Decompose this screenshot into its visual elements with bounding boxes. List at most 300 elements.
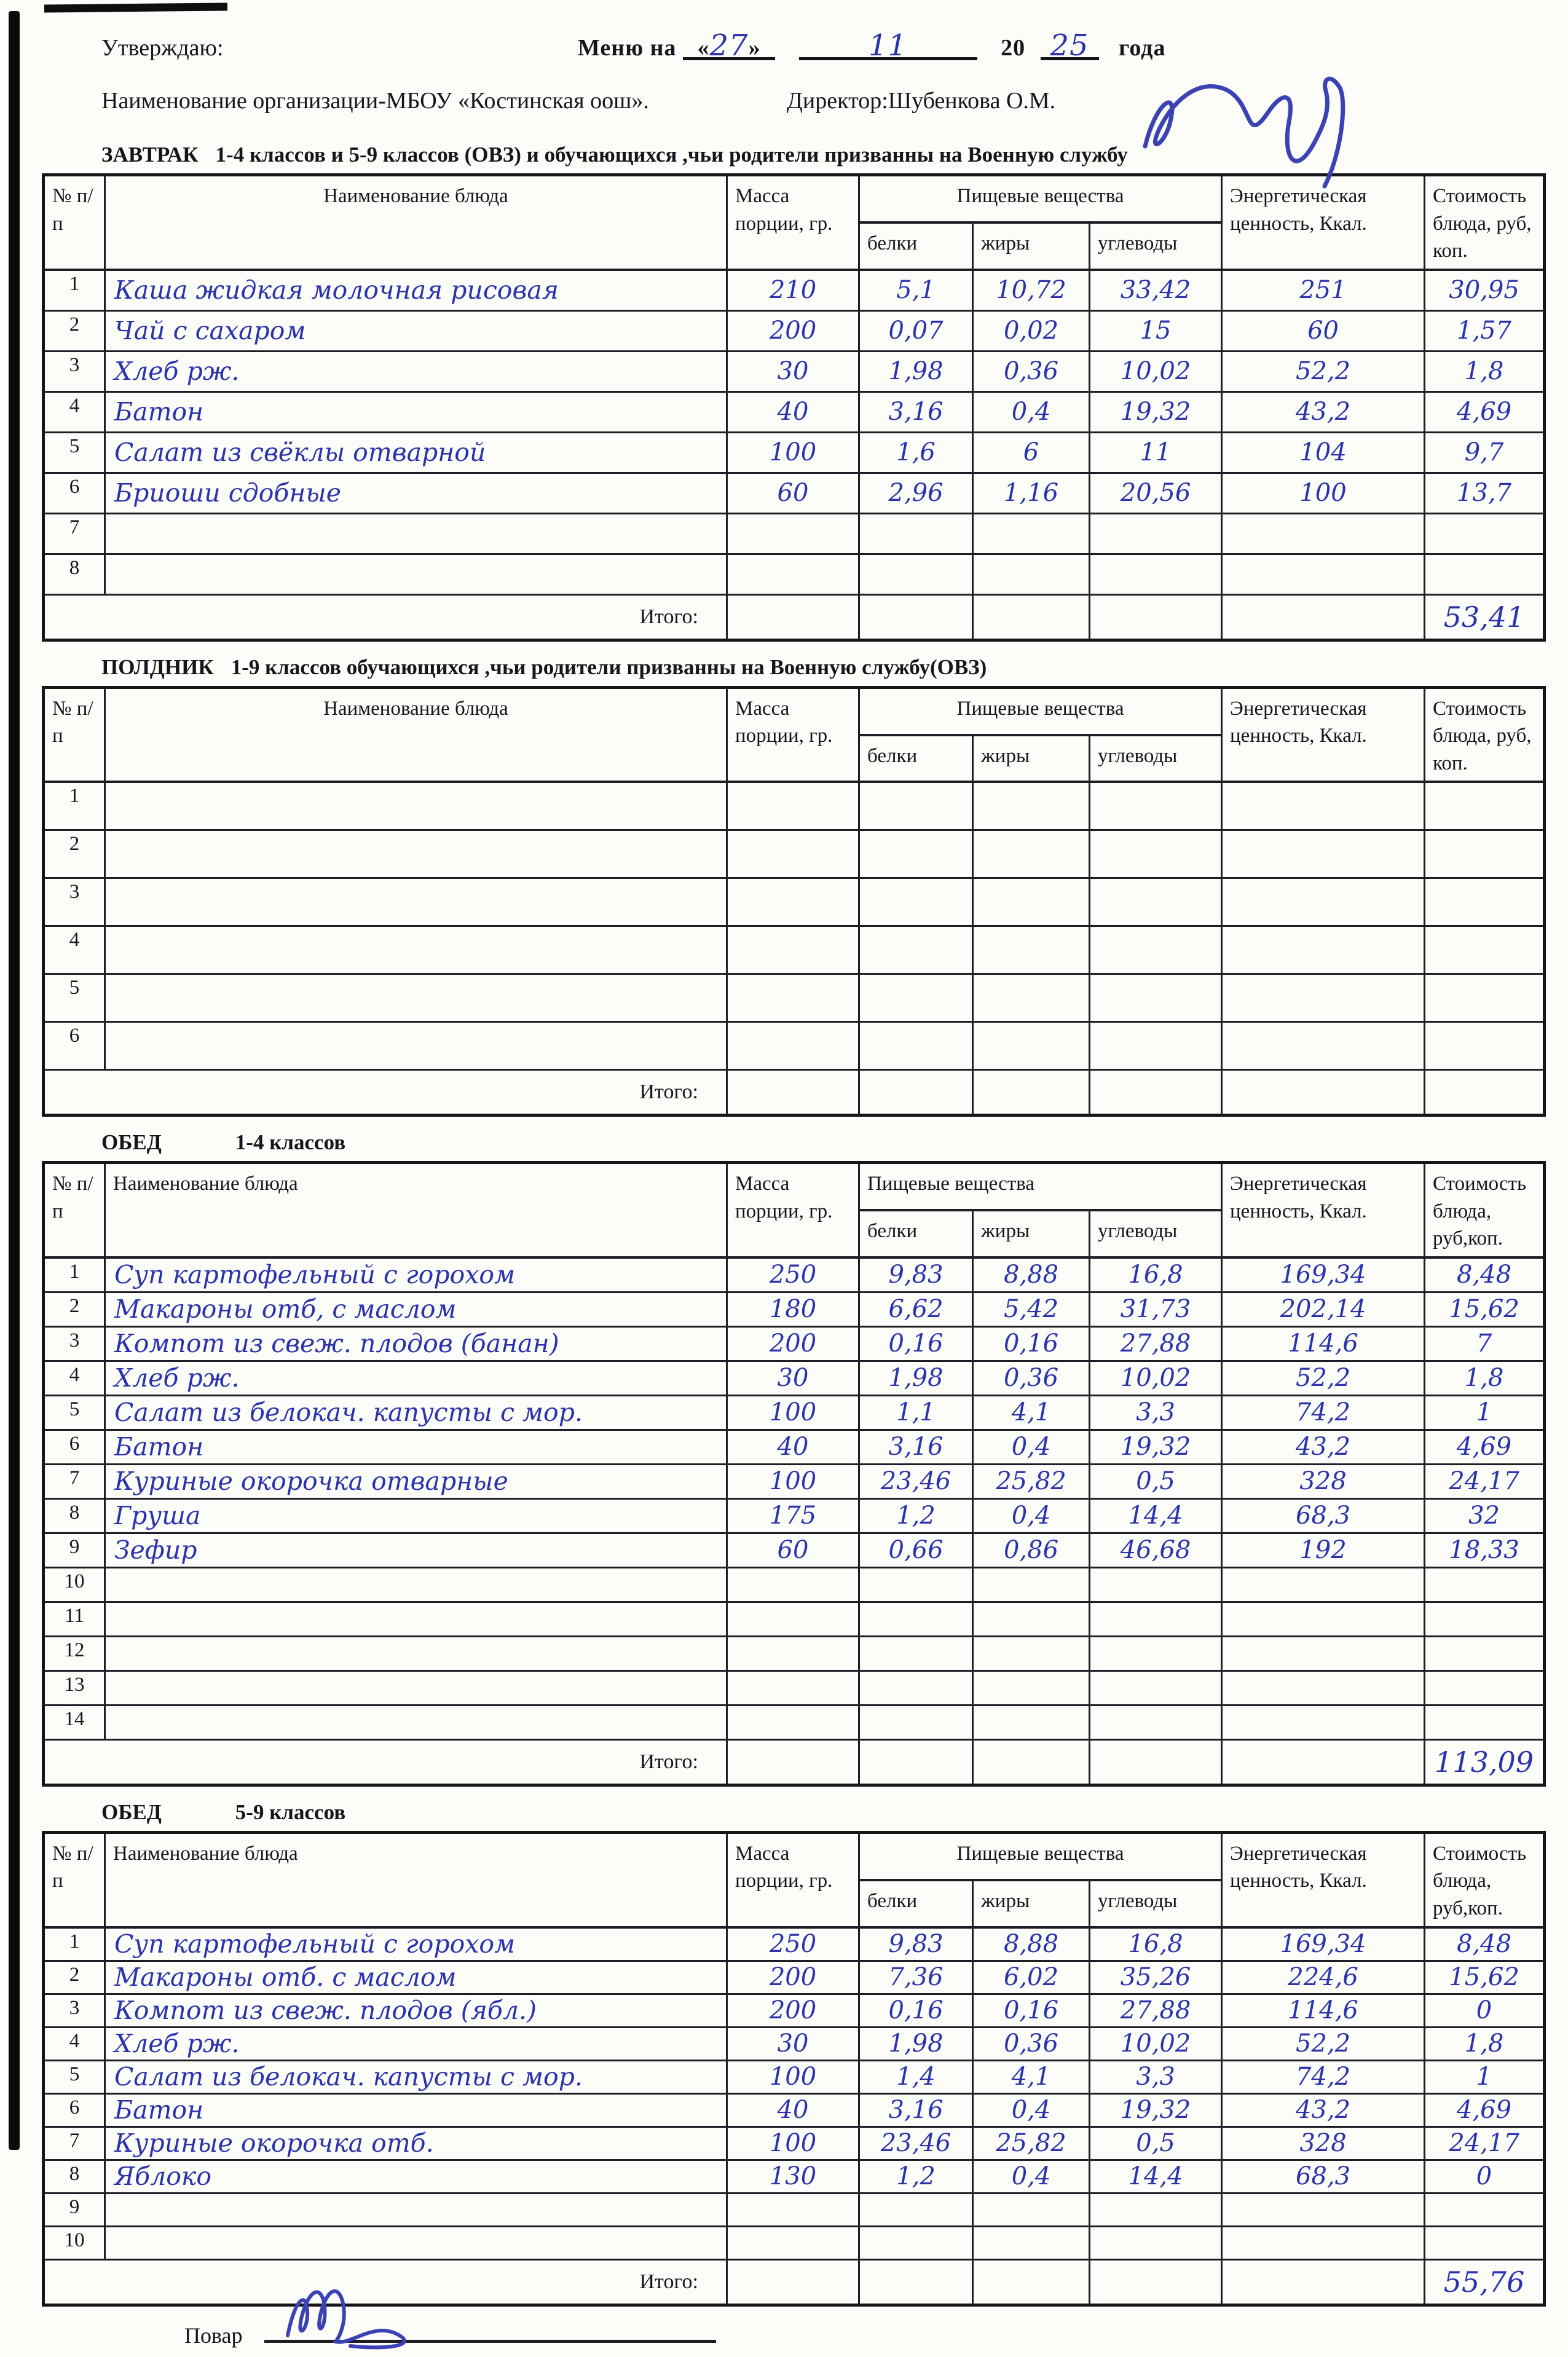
cell-mass: 200 [727,1994,859,2027]
col-header-cost: Стоимость блюда, руб, коп. [1425,687,1545,782]
menu-table-obed-1-4 [42,1161,1546,1787]
cell-fat [973,513,1090,554]
cell-mass: 40 [727,2093,859,2127]
cell-num: 12 [44,1636,105,1670]
section-rest: 1-4 классов и 5-9 классов (ОВЗ) и обучающихся ,чьи родители призванны на Военную службу [215,143,1128,167]
cell-carbs [1090,2226,1222,2259]
cell-mass [727,1602,859,1636]
cell-dish: Батон [105,1430,727,1464]
cell-fat: 1,16 [973,473,1090,513]
cell-protein: 23,46 [859,1464,973,1498]
cell-cost [1425,1670,1545,1705]
table-row [44,432,1545,473]
cell-num: 6 [44,1022,105,1070]
cell-fat: 25,82 [973,1464,1090,1498]
cell-num: 2 [44,1961,105,1994]
menu-title-suffix: года [1119,35,1166,61]
cell-mass [727,1022,859,1070]
cell-carbs: 14,4 [1090,2160,1222,2193]
total-empty-cell [1222,1070,1425,1116]
cell-dish [105,513,727,554]
cell-fat: 0,4 [973,2093,1090,2127]
cell-cost: 4,69 [1425,2093,1545,2127]
cell-protein [859,782,973,830]
cell-energy: 202,14 [1222,1292,1425,1326]
cell-mass: 30 [727,2027,859,2060]
total-empty-cell [859,1739,973,1785]
cell-dish [105,878,727,926]
table-row [44,1326,1545,1361]
director-name: Директор:Шубенкова О.М. [787,88,1056,114]
col-header-protein: белки [859,735,973,782]
table-row [44,926,1545,974]
cell-carbs: 19,32 [1090,1430,1222,1464]
cell-num: 2 [44,1292,105,1326]
cell-protein: 2,96 [859,473,973,513]
col-header-num: № п/п [44,1832,105,1927]
cell-energy: 328 [1222,2127,1425,2160]
cell-dish: Чай с сахаром [105,310,727,351]
cell-carbs [1090,513,1222,554]
total-cost-value: 55,76 [1425,2259,1545,2305]
cell-dish: Куриные окорочка отб. [105,2127,727,2160]
cell-dish [105,2226,727,2259]
cell-protein: 23,46 [859,2127,973,2160]
cell-num: 8 [44,2160,105,2193]
cell-energy [1222,782,1425,830]
cell-energy: 52,2 [1222,351,1425,392]
cell-fat: 0,4 [973,1430,1090,1464]
cell-cost: 1 [1425,2060,1545,2093]
cell-dish [105,974,727,1022]
total-row [44,594,1545,640]
cell-mass [727,1636,859,1670]
table-row [44,2093,1545,2127]
cell-energy [1222,1602,1425,1636]
cell-carbs: 10,02 [1090,351,1222,392]
cell-energy: 192 [1222,1533,1425,1567]
cell-fat: 6,02 [973,1961,1090,1994]
cell-cost [1425,1705,1545,1739]
table-row [44,1670,1545,1705]
total-label: Итого: [44,2259,727,2305]
cell-num: 4 [44,2027,105,2060]
cell-mass: 100 [727,2060,859,2093]
cell-energy: 74,2 [1222,1395,1425,1430]
table-row [44,1994,1545,2027]
cell-fat: 0,86 [973,1533,1090,1567]
cell-num: 3 [44,351,105,392]
cell-fat [973,782,1090,830]
cell-carbs [1090,926,1222,974]
cell-carbs: 20,56 [1090,473,1222,513]
table-row [44,2127,1545,2160]
cell-dish [105,1636,727,1670]
cell-mass [727,878,859,926]
open-quote: « [697,35,710,61]
cell-fat: 25,82 [973,2127,1090,2160]
cell-protein: 1,1 [859,1395,973,1430]
total-empty-cell [973,2259,1090,2305]
cell-fat [973,1022,1090,1070]
total-label: Итого: [44,594,727,640]
cell-energy [1222,926,1425,974]
cook-label: Повар [184,2323,243,2348]
cell-energy [1222,1705,1425,1739]
cell-protein: 6,62 [859,1292,973,1326]
total-empty-cell [859,1070,973,1116]
table-row [44,270,1545,311]
cell-fat: 8,88 [973,1927,1090,1961]
cell-mass: 200 [727,1326,859,1361]
total-row [44,1070,1545,1116]
cell-num: 8 [44,1498,105,1533]
cell-fat: 0,36 [973,1361,1090,1395]
cell-mass: 200 [727,1961,859,1994]
total-empty-cell [1222,1739,1425,1785]
cell-fat [973,1636,1090,1670]
cell-fat: 0,4 [973,392,1090,432]
menu-month-blank [799,28,977,63]
col-header-nutrients: Пищевые вещества [859,175,1222,222]
cell-mass: 30 [727,1361,859,1395]
cell-protein [859,1022,973,1070]
cell-protein [859,1670,973,1705]
cell-dish: Груша [105,1498,727,1533]
cell-mass [727,782,859,830]
section-word: ОБЕД [101,1130,162,1155]
cell-num: 5 [44,1395,105,1430]
total-empty-cell [727,594,859,640]
total-empty-cell [727,1070,859,1116]
table-row [44,974,1545,1022]
cell-mass: 100 [727,1395,859,1430]
cell-dish [105,830,727,878]
cell-protein [859,513,973,554]
cell-fat [973,830,1090,878]
menu-table-obed-5-9 [42,1831,1546,2307]
table-row [44,782,1545,830]
section-rest: 1-4 классов [235,1130,346,1155]
col-header-mass: Масса порции, гр. [727,1163,859,1257]
cell-dish [105,1602,727,1636]
cell-protein: 1,2 [859,1498,973,1533]
cell-energy: 74,2 [1222,2060,1425,2093]
cell-cost [1425,974,1545,1022]
table-row [44,1257,1545,1293]
cell-carbs [1090,1567,1222,1602]
table-row [44,1636,1545,1670]
cell-carbs: 3,3 [1090,1395,1222,1430]
cell-protein: 0,66 [859,1533,973,1567]
cell-carbs [1090,830,1222,878]
cell-dish: Батон [105,392,727,432]
col-header-nutrients: Пищевые вещества [859,1832,1222,1879]
cell-cost [1425,2226,1545,2259]
cell-dish: Каша жидкая молочная рисовая [105,270,727,311]
table-row [44,473,1545,513]
menu-month-handwritten: 11 [869,28,908,63]
table-row [44,1533,1545,1567]
menu-day-blank [683,28,775,63]
cell-num: 9 [44,2193,105,2226]
cell-num: 2 [44,830,105,878]
cook-signature [277,2277,479,2357]
cell-protein: 3,16 [859,2093,973,2127]
section-word: ОБЕД [101,1800,162,1824]
col-header-energy: Энергетическая ценность, Ккал. [1222,1832,1425,1927]
cell-carbs: 16,8 [1090,1927,1222,1961]
cell-cost [1425,554,1545,594]
col-header-dish: Наименование блюда [105,687,727,782]
table-row [44,554,1545,594]
cell-cost: 1,8 [1425,1361,1545,1395]
cell-dish [105,1567,727,1602]
cell-num: 1 [44,1257,105,1293]
cell-num: 7 [44,1464,105,1498]
cell-num: 1 [44,1927,105,1961]
col-header-protein: белки [859,1880,973,1927]
cell-carbs: 15 [1090,310,1222,351]
cell-protein: 1,2 [859,2160,973,2193]
cell-energy [1222,830,1425,878]
cell-fat: 8,88 [973,1257,1090,1293]
table-row [44,830,1545,878]
table-row [44,1395,1545,1430]
cell-cost: 7 [1425,1326,1545,1361]
cell-mass: 100 [727,432,859,473]
cell-protein: 9,83 [859,1927,973,1961]
cell-protein: 0,07 [859,310,973,351]
col-header-energy: Энергетическая ценность, Ккал. [1222,175,1425,270]
cook-line [184,2319,1568,2348]
cell-cost: 30,95 [1425,270,1545,311]
cell-mass [727,513,859,554]
cell-fat [973,1705,1090,1739]
cell-cost: 4,69 [1425,392,1545,432]
cell-mass: 100 [727,2127,859,2160]
cell-mass: 210 [727,270,859,311]
section-title-obed-1-4 [101,1130,1568,1155]
col-header-energy: Энергетическая ценность, Ккал. [1222,687,1425,782]
col-header-dish: Наименование блюда [105,1163,727,1257]
col-header-mass: Масса порции, гр. [727,687,859,782]
total-cost-value: 113,09 [1425,1739,1545,1785]
table-row [44,2160,1545,2193]
menu-title-prefix: Меню на [578,35,677,61]
cell-carbs: 0,5 [1090,2127,1222,2160]
cell-carbs: 33,42 [1090,270,1222,311]
cell-num: 3 [44,1326,105,1361]
section-rest: 5-9 классов [235,1800,346,1824]
col-header-carbs: углеводы [1090,1210,1222,1257]
table-row [44,351,1545,392]
cell-dish: Салат из белокач. капусты с мор. [105,1395,727,1430]
table-row [44,310,1545,351]
col-header-cost: Стоимость блюда, руб,коп. [1425,1163,1545,1257]
cell-energy: 114,6 [1222,1326,1425,1361]
cell-dish: Компот из свеж. плодов (ябл.) [105,1994,727,2027]
cell-num: 8 [44,554,105,594]
cell-dish: Хлеб рж. [105,351,727,392]
cell-fat [973,554,1090,594]
col-header-dish: Наименование блюда [105,1832,727,1927]
cell-protein: 1,98 [859,351,973,392]
col-header-energy: Энергетическая ценность, Ккал. [1222,1163,1425,1257]
cell-carbs: 46,68 [1090,1533,1222,1567]
cell-energy [1222,2226,1425,2259]
table-row [44,2193,1545,2226]
cell-fat: 4,1 [973,1395,1090,1430]
cell-num: 2 [44,310,105,351]
cell-mass: 40 [727,1430,859,1464]
col-header-dish: Наименование блюда [105,175,727,270]
cell-mass: 40 [727,392,859,432]
cell-carbs [1090,1602,1222,1636]
total-cost-value: 53,41 [1425,594,1545,640]
cell-protein: 0,16 [859,1994,973,2027]
cell-protein: 1,6 [859,432,973,473]
cell-cost [1425,1567,1545,1602]
menu-title [578,28,1166,63]
cell-cost: 9,7 [1425,432,1545,473]
table-row [44,2027,1545,2060]
col-header-carbs: углеводы [1090,1880,1222,1927]
cell-energy: 169,34 [1222,1257,1425,1293]
cell-dish: Куриные окорочка отварные [105,1464,727,1498]
cell-dish: Хлеб рж. [105,1361,727,1395]
cell-protein [859,974,973,1022]
cell-mass [727,2226,859,2259]
col-header-carbs: углеводы [1090,222,1222,270]
cell-fat: 6 [973,432,1090,473]
cell-energy [1222,1636,1425,1670]
cell-carbs [1090,1636,1222,1670]
cell-fat: 0,4 [973,2160,1090,2193]
cell-protein: 7,36 [859,1961,973,1994]
cell-num: 6 [44,473,105,513]
col-header-nutrients: Пищевые вещества [859,1163,1222,1210]
cell-protein [859,1567,973,1602]
cell-cost: 1,57 [1425,310,1545,351]
cell-mass: 130 [727,2160,859,2193]
cell-cost: 0 [1425,2160,1545,2193]
cell-carbs: 35,26 [1090,1961,1222,1994]
cell-carbs: 10,02 [1090,1361,1222,1395]
cell-mass [727,1705,859,1739]
cell-num: 5 [44,2060,105,2093]
cell-fat: 0,16 [973,1994,1090,2027]
cell-energy: 43,2 [1222,1430,1425,1464]
cell-energy: 100 [1222,473,1425,513]
cell-dish: Бриоши сдобные [105,473,727,513]
cell-dish [105,782,727,830]
col-header-protein: белки [859,1210,973,1257]
cell-protein [859,830,973,878]
cell-mass [727,2193,859,2226]
section-rest: 1-9 классов обучающихся ,чьи родители призванны на Военную службу(ОВЗ) [230,655,987,679]
cell-cost [1425,782,1545,830]
cell-protein: 1,4 [859,2060,973,2093]
cell-energy [1222,2193,1425,2226]
table-row [44,1430,1545,1464]
total-row [44,1739,1545,1785]
col-header-nutrients: Пищевые вещества [859,687,1222,734]
cell-energy: 43,2 [1222,392,1425,432]
cell-dish: Батон [105,2093,727,2127]
table-row [44,392,1545,432]
cell-fat: 4,1 [973,2060,1090,2093]
cell-dish: Салат из свёклы отварной [105,432,727,473]
total-cost-value [1425,1070,1545,1116]
table-row [44,1361,1545,1395]
cell-energy: 169,34 [1222,1927,1425,1961]
total-empty-cell [727,2259,859,2305]
cell-energy [1222,554,1425,594]
total-empty-cell [973,594,1090,640]
cell-carbs: 0,5 [1090,1464,1222,1498]
cell-protein [859,2226,973,2259]
cell-dish: Зефир [105,1533,727,1567]
total-empty-cell [859,594,973,640]
cell-mass: 60 [727,1533,859,1567]
cell-num: 14 [44,1705,105,1739]
cell-cost [1425,1602,1545,1636]
cell-fat: 10,72 [973,270,1090,311]
cell-energy: 114,6 [1222,1994,1425,2027]
total-empty-cell [1090,1070,1222,1116]
cell-cost [1425,1022,1545,1070]
cell-protein: 1,98 [859,2027,973,2060]
cell-cost [1425,926,1545,974]
total-empty-cell [1090,594,1222,640]
cell-cost: 24,17 [1425,2127,1545,2160]
col-header-cost: Стоимость блюда, руб,коп. [1425,1832,1545,1927]
cell-carbs [1090,1705,1222,1739]
cell-num: 10 [44,2226,105,2259]
cell-fat [973,1670,1090,1705]
cell-dish: Суп картофельный с горохом [105,1927,727,1961]
cell-mass: 30 [727,351,859,392]
cell-carbs: 27,88 [1090,1326,1222,1361]
table-row [44,1927,1545,1961]
menu-day-handwritten: 27 [709,28,749,63]
cell-num: 11 [44,1602,105,1636]
cell-carbs: 14,4 [1090,1498,1222,1533]
col-header-carbs: углеводы [1090,735,1222,782]
menu-year-handwritten: 25 [1050,28,1089,63]
cell-cost: 4,69 [1425,1430,1545,1464]
approve-label: Утверждаю: [101,35,224,61]
cell-mass: 100 [727,1464,859,1498]
col-header-num: № п/п [44,1163,105,1257]
cell-protein [859,554,973,594]
cell-mass: 175 [727,1498,859,1533]
cell-num: 7 [44,2127,105,2160]
cell-dish: Яблоко [105,2160,727,2193]
col-header-fat: жиры [973,222,1090,270]
cell-fat [973,1567,1090,1602]
cell-dish: Суп картофельный с горохом [105,1257,727,1293]
table-row [44,2060,1545,2093]
table-row [44,1292,1545,1326]
cell-energy: 224,6 [1222,1961,1425,1994]
table-row [44,1498,1545,1533]
cell-cost [1425,878,1545,926]
col-header-protein: белки [859,222,973,270]
cell-energy [1222,878,1425,926]
menu-table-poldnik [42,686,1546,1117]
